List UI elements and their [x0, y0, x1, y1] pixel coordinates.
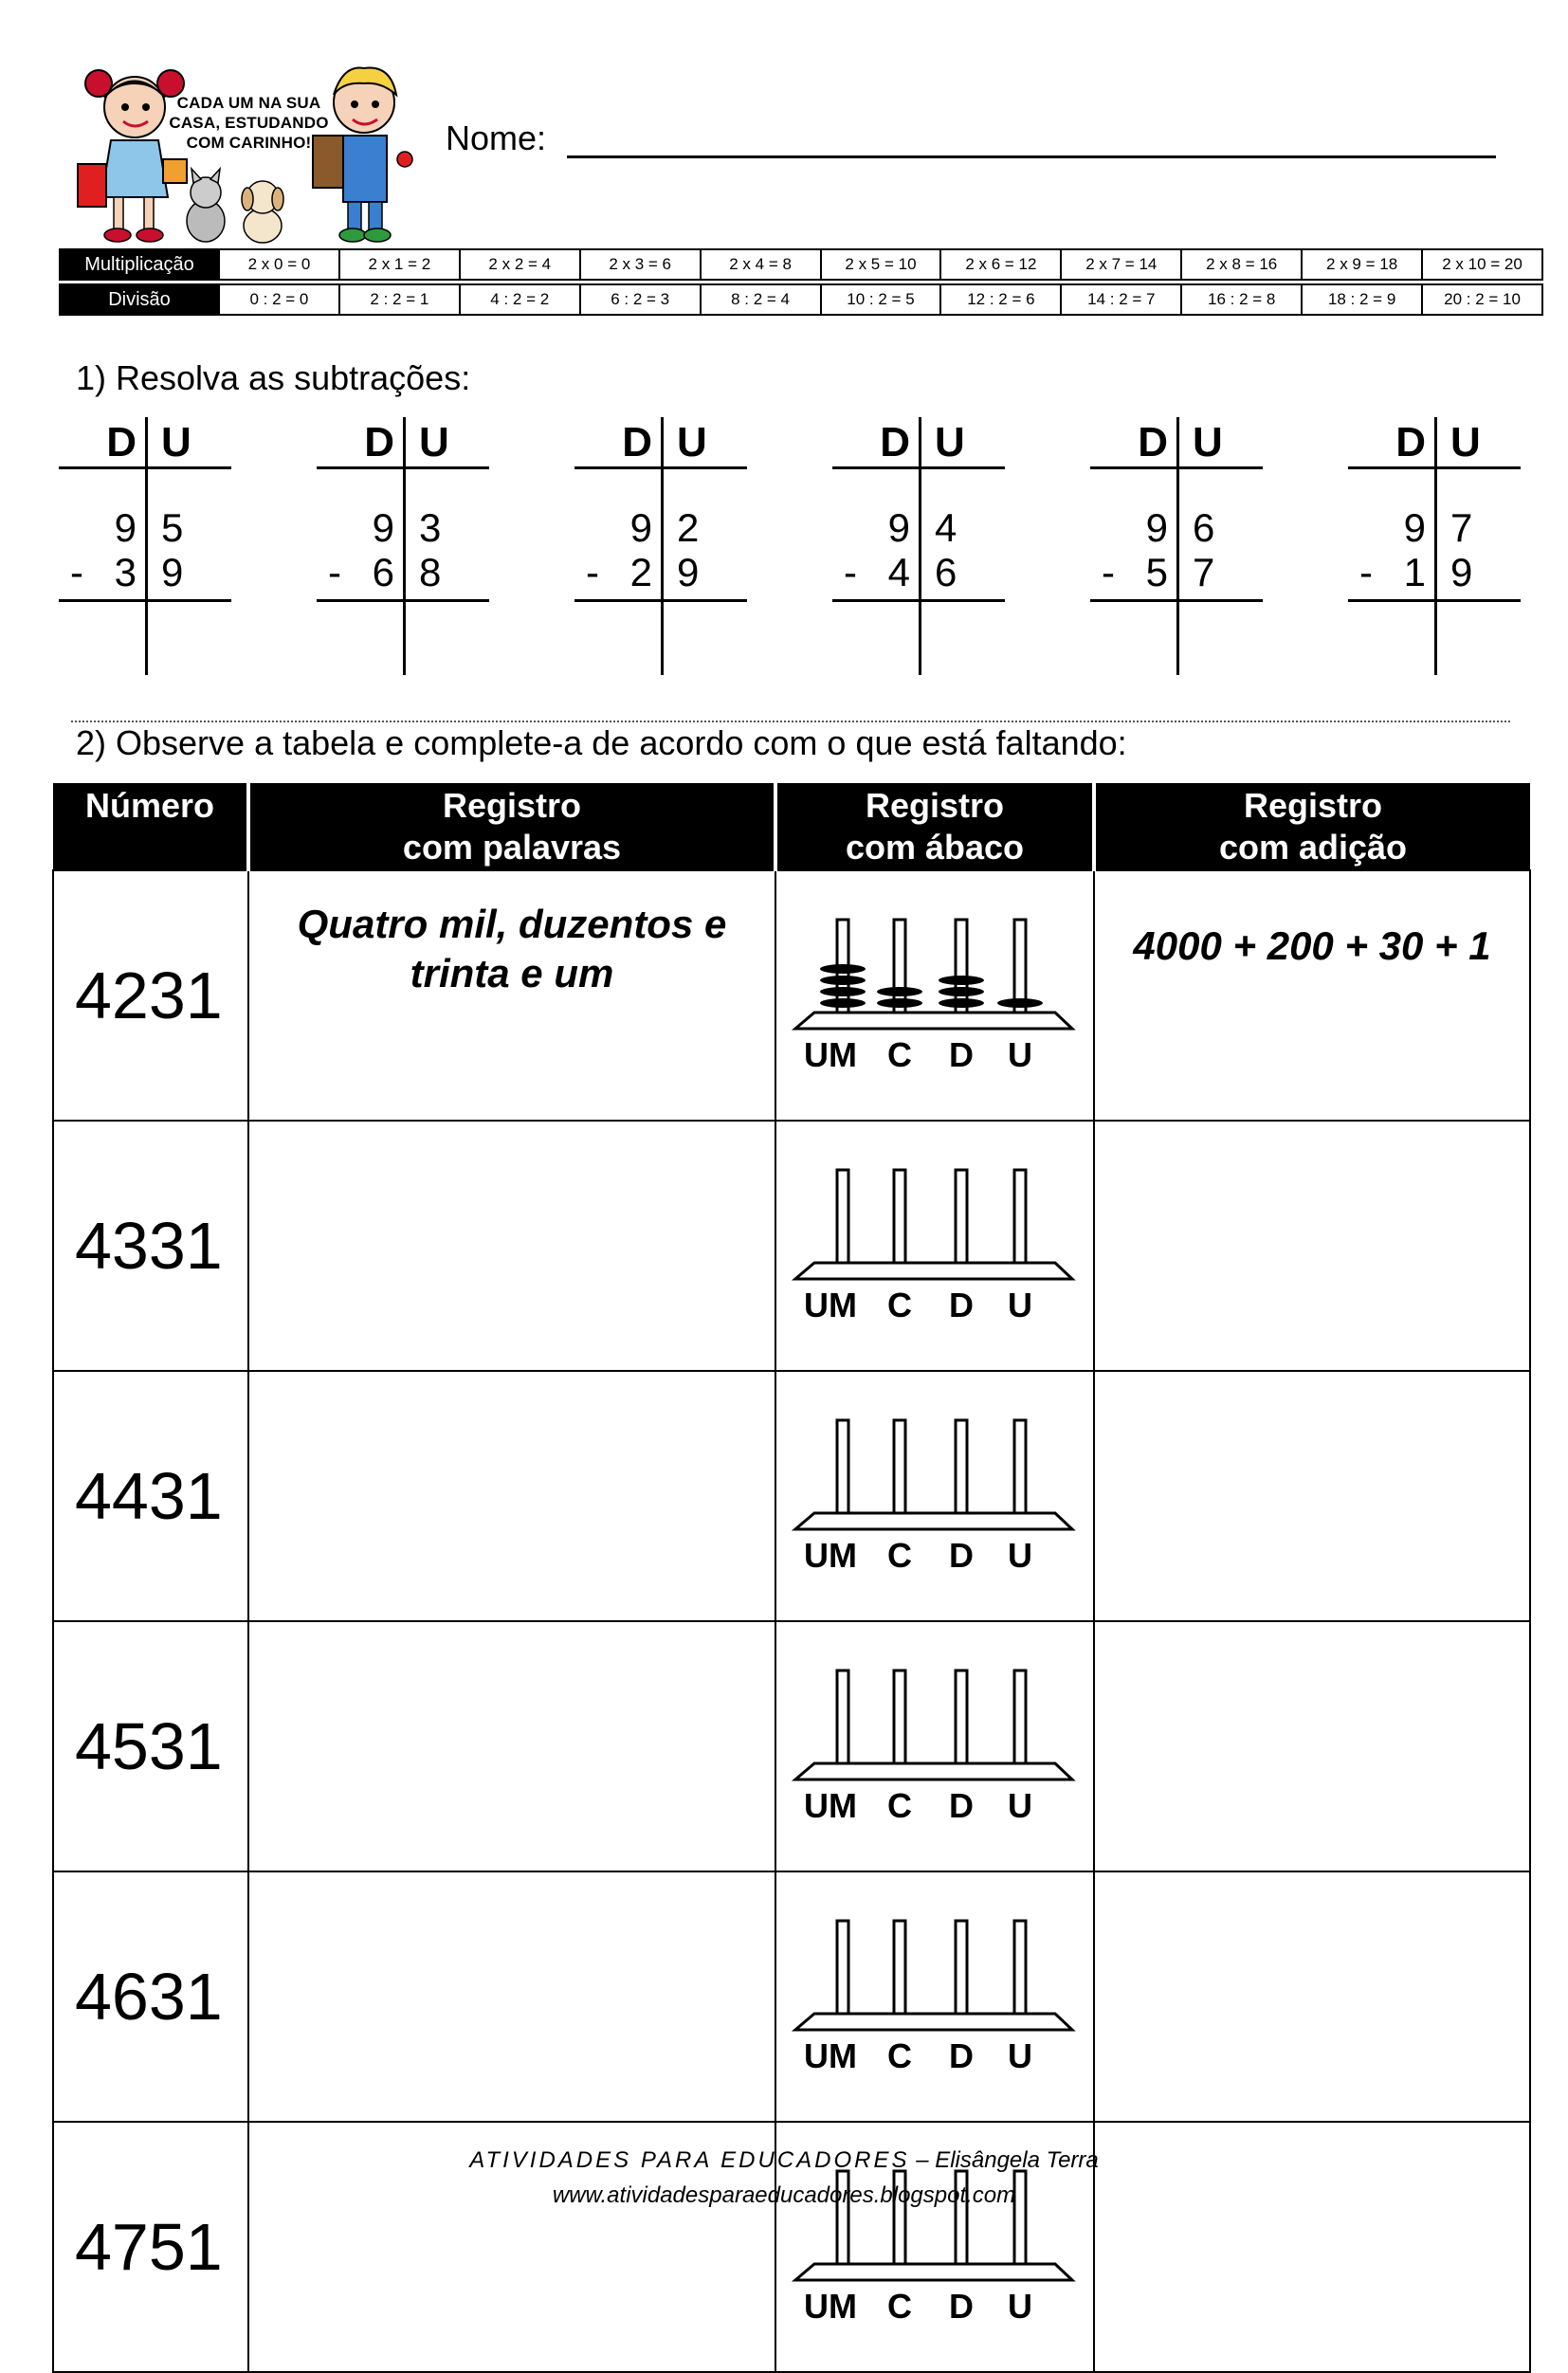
subtrahend-units: 7 [1193, 550, 1215, 594]
minus-sign: - [1359, 550, 1373, 594]
abacus-icon [788, 1160, 1082, 1331]
abacus-icon [788, 1911, 1082, 2082]
abacus-place-label: C [887, 1286, 912, 1324]
units-header: U [1193, 419, 1223, 465]
header-numero: Número [53, 783, 248, 870]
subtrahend-units: 8 [419, 550, 442, 594]
tens-header: D [1138, 419, 1168, 465]
footer-brand: ATIVIDADES PARA EDUCADORES [469, 2147, 910, 2173]
minus-sign: - [70, 550, 83, 594]
minuend-tens: 9 [372, 505, 394, 550]
abacus-place-label: UM [804, 1786, 857, 1825]
question-2-title: 2) Observe a tabela e complete-a de acordo com o que está faltando: [76, 723, 1127, 762]
abacus-place-label: C [887, 1536, 912, 1575]
div-fact: 2 : 2 = 1 [339, 284, 460, 315]
minuend-units: 5 [161, 505, 184, 550]
addition-cell[interactable] [1094, 1871, 1530, 2122]
abacus-rod [894, 1420, 905, 1515]
addition-cell[interactable] [1094, 1621, 1530, 1871]
minus-sign: - [328, 550, 341, 594]
subtraction-problem [832, 417, 1005, 675]
abacus-base [795, 1013, 1072, 1029]
subtraction-problem [574, 417, 747, 675]
abacus-rod [894, 1170, 905, 1265]
div-fact: 0 : 2 = 0 [219, 284, 339, 315]
units-header: U [1450, 419, 1481, 465]
tens-header: D [1395, 419, 1426, 465]
multiplication-label: Multiplicação [60, 249, 219, 280]
subtraction-problem [317, 417, 489, 675]
abacus-place-label: C [887, 1786, 912, 1825]
abacus-place-label: C [887, 2287, 912, 2326]
mult-fact: 2 x 3 = 6 [580, 249, 701, 280]
answer-area[interactable] [1090, 603, 1263, 675]
subtraction-problem [1348, 417, 1521, 675]
abacus-place-label: U [1008, 1286, 1032, 1324]
mult-fact: 2 x 5 = 10 [821, 249, 941, 280]
division-label: Divisão [60, 284, 219, 315]
subtraction-problem [1090, 417, 1263, 675]
abacus-place-label: D [949, 1536, 974, 1575]
abacus-icon [788, 1661, 1082, 1832]
section-divider [71, 721, 1510, 722]
abacus-bead [939, 976, 984, 985]
abacus-cell[interactable] [775, 1871, 1094, 2122]
abacus-place-label: U [1008, 1035, 1032, 1074]
minus-sign: - [844, 550, 857, 594]
abacus-place-label: UM [804, 2036, 857, 2075]
div-fact: 10 : 2 = 5 [821, 284, 941, 315]
abacus-rod [956, 1670, 967, 1765]
abacus-place-label: U [1008, 1786, 1032, 1825]
tens-header: D [880, 419, 910, 465]
subtrahend-tens: 1 [1403, 550, 1426, 594]
abacus-base [795, 2264, 1072, 2280]
minuend-units: 7 [1450, 505, 1473, 550]
banner-line: CADA UM NA SUA [176, 94, 321, 112]
words-line: Quatro mil, duzentos e [297, 902, 727, 946]
question-1-title: 1) Resolva as subtrações: [76, 358, 471, 397]
abacus-bead [820, 976, 866, 985]
tens-header: D [364, 419, 394, 465]
abacus-base [795, 1263, 1072, 1279]
div-fact: 16 : 2 = 8 [1181, 284, 1302, 315]
minuend-units: 6 [1193, 505, 1215, 550]
number-cell: 4631 [53, 1871, 248, 2122]
number-cell: 4331 [53, 1121, 248, 1371]
abacus-place-label: UM [804, 1536, 857, 1575]
answer-area[interactable] [1348, 603, 1521, 675]
words-cell[interactable] [248, 1621, 775, 1871]
subtrahend-tens: 5 [1145, 550, 1168, 594]
minuend-tens: 9 [887, 505, 910, 550]
mult-fact: 2 x 7 = 14 [1061, 249, 1181, 280]
minuend-tens: 9 [114, 505, 137, 550]
abacus-place-label: UM [804, 1035, 857, 1074]
dog-figure [242, 181, 283, 243]
minuend-units: 4 [935, 505, 957, 550]
div-fact: 18 : 2 = 9 [1302, 284, 1422, 315]
addition-cell: 4000 + 200 + 30 + 1 [1094, 870, 1530, 1121]
abacus-icon [788, 910, 1082, 1081]
addition-cell[interactable] [1094, 1121, 1530, 1371]
abacus-bead [877, 987, 922, 996]
subtrahend-tens: 4 [887, 550, 910, 594]
abacus-rod [1014, 1921, 1026, 2016]
div-fact: 6 : 2 = 3 [580, 284, 701, 315]
div-fact: 12 : 2 = 6 [940, 284, 1061, 315]
words-cell[interactable] [248, 1121, 775, 1371]
abacus-rod [1014, 1670, 1026, 1765]
words-cell [248, 870, 775, 1121]
tens-header: D [622, 419, 652, 465]
abacus-place-label: D [949, 1286, 974, 1324]
abacus-place-label: D [949, 2036, 974, 2075]
abacus-place-label: D [949, 1035, 974, 1074]
subtrahend-tens: 3 [114, 550, 137, 594]
header-adicao: Registro com adição [1094, 783, 1530, 870]
answer-area[interactable] [574, 603, 747, 675]
abacus-place-label: UM [804, 2287, 857, 2326]
minuend-tens: 9 [629, 505, 652, 550]
number-registry-table [52, 783, 1531, 2373]
abacus-bead [939, 998, 984, 1008]
abacus-place-label: U [1008, 2287, 1032, 2326]
abacus-place-label: C [887, 2036, 912, 2075]
footer-author: – Elisângela Terra [909, 2147, 1099, 2173]
subtrahend-units: 9 [1450, 550, 1473, 594]
abacus-cell[interactable] [775, 1371, 1094, 1621]
abacus-place-label: UM [804, 1286, 857, 1324]
subtrahend-tens: 6 [372, 550, 394, 594]
answer-area[interactable] [832, 603, 1005, 675]
abacus-rod [894, 1670, 905, 1765]
number-cell: 4431 [53, 1371, 248, 1621]
abacus-bead [820, 987, 866, 996]
mult-fact: 2 x 9 = 18 [1302, 249, 1422, 280]
minuend-tens: 9 [1145, 505, 1168, 550]
cat-figure [187, 169, 225, 242]
number-cell: 4531 [53, 1621, 248, 1871]
words-line: trinta e um [410, 951, 614, 995]
words-cell[interactable] [248, 1371, 775, 1621]
abacus-rod [837, 1921, 848, 2016]
header-palavras: Registro com palavras [248, 783, 775, 870]
minus-sign: - [586, 550, 599, 594]
abacus-rod [956, 1170, 967, 1265]
mult-fact: 2 x 10 = 20 [1422, 249, 1542, 280]
banner-text [166, 93, 332, 153]
abacus-rod [837, 1670, 848, 1765]
abacus-icon [788, 1411, 1082, 1581]
subtrahend-tens: 2 [629, 550, 652, 594]
table-row [53, 1121, 1530, 1371]
tens-header: D [106, 419, 137, 465]
answer-area[interactable] [317, 603, 489, 675]
abacus-cell [775, 870, 1094, 1121]
abacus-rod [1014, 1420, 1026, 1515]
mult-fact: 2 x 1 = 2 [339, 249, 460, 280]
name-input-line[interactable] [567, 155, 1496, 158]
number-cell: 4751 [53, 2122, 248, 2372]
division-table [59, 283, 1543, 316]
abacus-rod [956, 1921, 967, 2016]
minuend-units: 3 [419, 505, 442, 550]
table-row [53, 870, 1530, 1121]
div-fact: 14 : 2 = 7 [1061, 284, 1181, 315]
abacus-rod [956, 1420, 967, 1515]
abacus-rod [837, 1420, 848, 1515]
table-row [53, 1871, 1530, 2122]
abacus-bead [997, 998, 1043, 1008]
mult-fact: 2 x 8 = 16 [1181, 249, 1302, 280]
minuend-tens: 9 [1403, 505, 1426, 550]
abacus-bead [820, 964, 866, 974]
addition-cell[interactable] [1094, 1371, 1530, 1621]
multiplication-table [59, 248, 1543, 281]
header-abaco: Registro com ábaco [775, 783, 1094, 870]
abacus-place-label: D [949, 2287, 974, 2326]
abacus-rod [1014, 1170, 1026, 1265]
subtraction-problem [59, 417, 231, 675]
mult-fact: 2 x 4 = 8 [701, 249, 821, 280]
words-cell[interactable] [248, 1871, 775, 2122]
mult-fact: 2 x 6 = 12 [940, 249, 1061, 280]
units-header: U [161, 419, 191, 465]
abacus-base [795, 1763, 1072, 1780]
footer-url: www.atividadesparaeducadores.blogspot.com [552, 2182, 1016, 2208]
multiplication-row [60, 249, 1542, 280]
units-header: U [677, 419, 707, 465]
subtrahend-units: 6 [935, 550, 957, 594]
abacus-bead [820, 998, 866, 1008]
answer-area[interactable] [59, 603, 231, 675]
number-cell: 4231 [53, 870, 248, 1121]
abacus-place-label: C [887, 1035, 912, 1074]
abacus-cell[interactable] [775, 1621, 1094, 1871]
abacus-rod [837, 1170, 848, 1265]
units-header: U [419, 419, 449, 465]
division-row [60, 284, 1542, 315]
abacus-place-label: U [1008, 1536, 1032, 1575]
abacus-bead [939, 987, 984, 996]
subtrahend-units: 9 [161, 550, 184, 594]
div-fact: 20 : 2 = 10 [1422, 284, 1542, 315]
mult-fact: 2 x 2 = 4 [460, 249, 580, 280]
minus-sign: - [1102, 550, 1115, 594]
minuend-units: 2 [677, 505, 700, 550]
table-row [53, 1371, 1530, 1621]
div-fact: 8 : 2 = 4 [701, 284, 821, 315]
abacus-place-label: U [1008, 2036, 1032, 2075]
subtrahend-units: 9 [677, 550, 700, 594]
abacus-base [795, 1513, 1072, 1529]
abacus-bead [877, 998, 922, 1008]
table-row [53, 1621, 1530, 1871]
footer-credit [0, 2147, 1568, 2174]
banner-line: COM CARINHO! [186, 134, 312, 152]
name-label: Nome: [446, 119, 547, 157]
banner-line: CASA, ESTUDANDO [169, 114, 329, 132]
table-header-row [53, 783, 1530, 870]
abacus-base [795, 2014, 1072, 2030]
mult-fact: 2 x 0 = 0 [219, 249, 339, 280]
units-header: U [935, 419, 965, 465]
abacus-rod [894, 1921, 905, 2016]
abacus-cell[interactable] [775, 1121, 1094, 1371]
div-fact: 4 : 2 = 2 [460, 284, 580, 315]
abacus-place-label: D [949, 1786, 974, 1825]
